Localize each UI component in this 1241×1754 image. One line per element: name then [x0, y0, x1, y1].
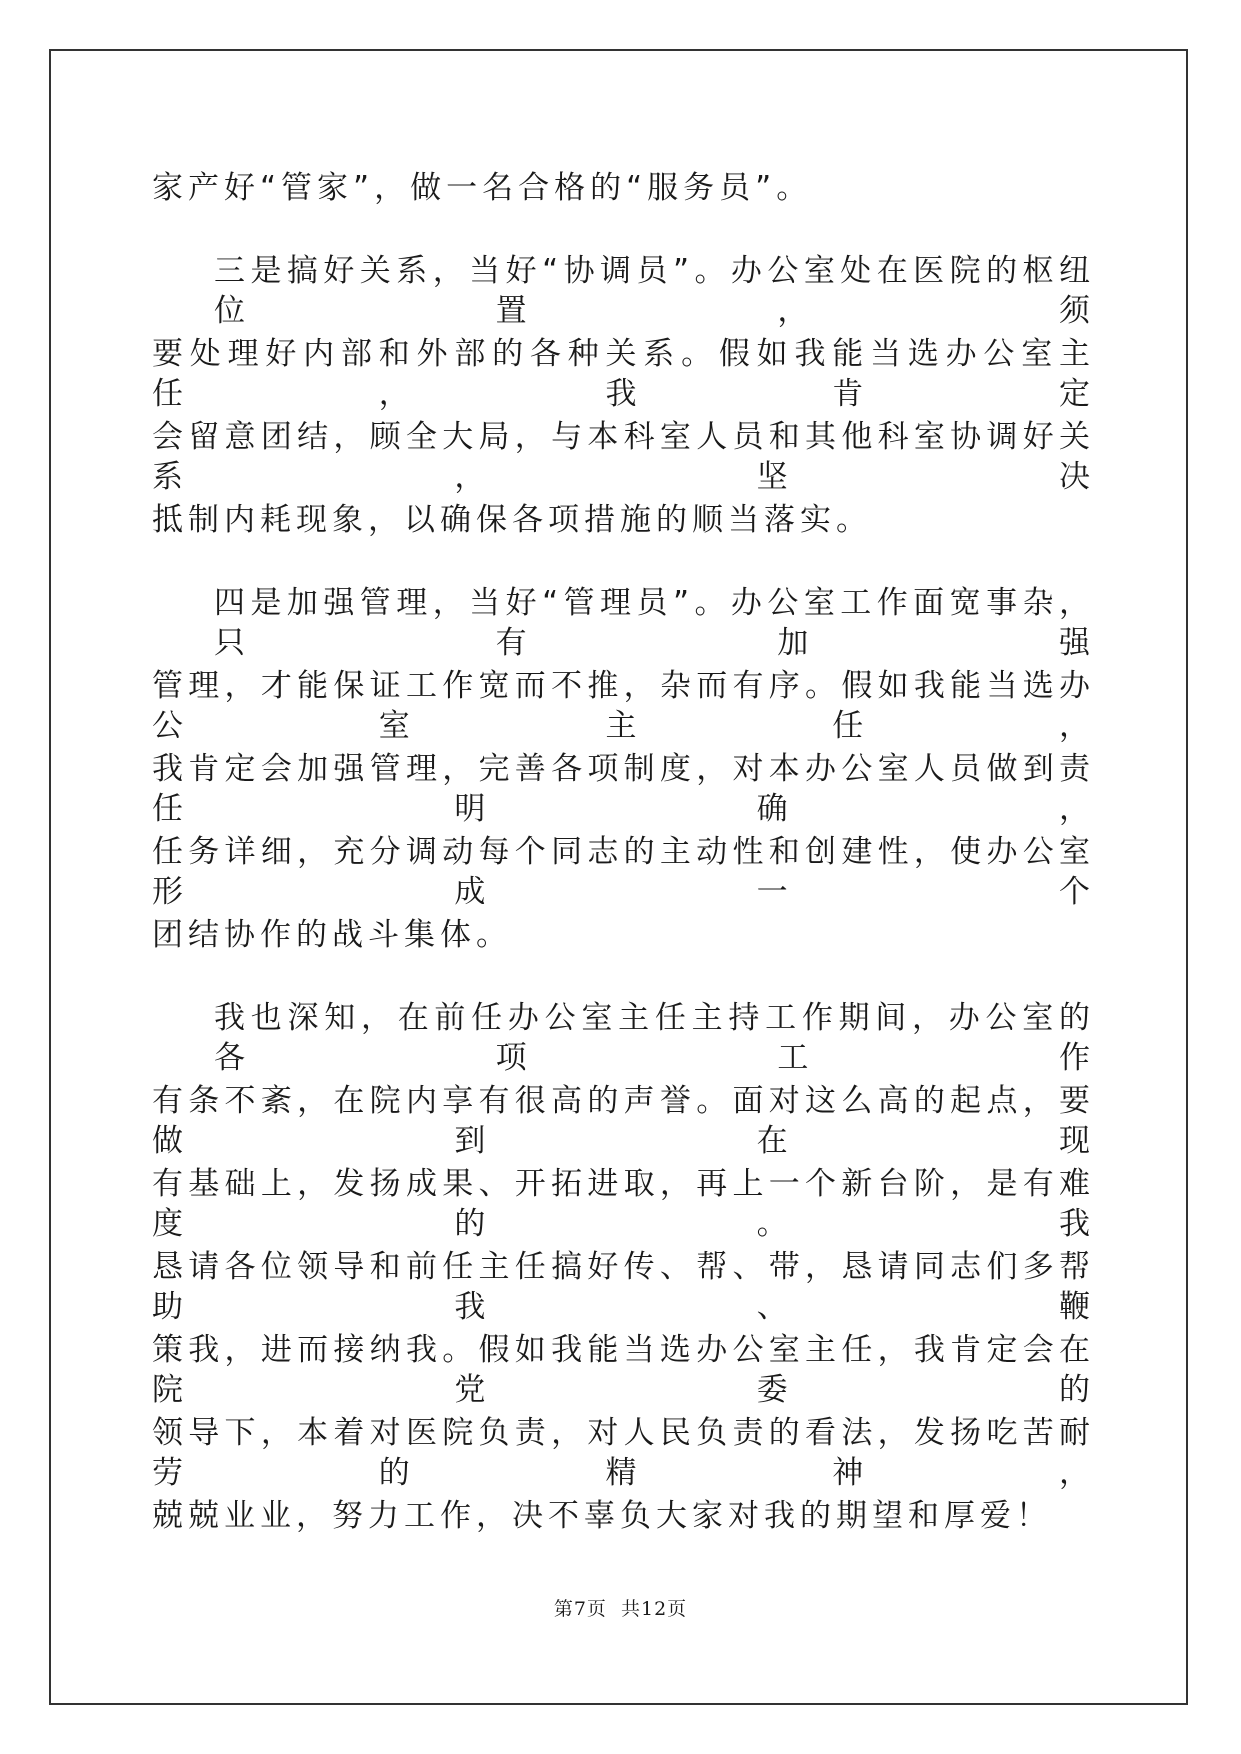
- text-line-content: 团结协作的战斗集体。: [152, 917, 512, 953]
- text-line: [152, 832, 1095, 915]
- text-line-content: 恳请各位领导和前任主任搞好传、帮、带，恳请同志们多帮助我、鞭: [152, 1249, 1095, 1325]
- text-line: [152, 583, 1095, 666]
- footer-separator: [607, 1598, 621, 1620]
- text-line: [152, 1081, 1095, 1164]
- text-line: [152, 500, 1095, 583]
- text-line: [152, 251, 1095, 334]
- text-line-content: 有条不紊，在院内享有很高的声誉。面对这么高的起点，要做到在现: [152, 1083, 1095, 1159]
- text-line: [152, 334, 1095, 417]
- text-line-content: 我肯定会加强管理，完善各项制度，对本办公室人员做到责任明确，: [152, 751, 1095, 827]
- text-line: [152, 168, 1095, 251]
- text-line: [152, 1164, 1095, 1247]
- page-total: 共12页: [621, 1598, 688, 1620]
- text-line: [152, 749, 1095, 832]
- page-number: 第7页: [553, 1598, 607, 1620]
- text-line-content: 四是加强管理，当好“管理员”。办公室工作面宽事杂，只有加强: [214, 585, 1095, 661]
- text-line-content: 家产好“管家”，做一名合格的“服务员”。: [152, 170, 813, 206]
- text-line-content: 抵制内耗现象，以确保各项措施的顺当落实。: [152, 502, 872, 538]
- page-footer: [0, 1594, 1241, 1621]
- text-line-content: 我也深知，在前任办公室主任主持工作期间，办公室的各项工作: [214, 1000, 1095, 1076]
- text-line-content: 领导下，本着对医院负责，对人民负责的看法，发扬吃苦耐劳的精神，: [152, 1415, 1095, 1491]
- text-line-content: 兢兢业业，努力工作，决不辜负大家对我的期望和厚爱！: [152, 1498, 1052, 1534]
- text-line-content: 策我，进而接纳我。假如我能当选办公室主任，我肯定会在院党委的: [152, 1332, 1095, 1408]
- document-body: [152, 168, 1095, 1579]
- text-line-content: 任务详细，充分调动每个同志的主动性和创建性，使办公室形成一个: [152, 834, 1095, 910]
- text-line-content: 三是搞好关系，当好“协调员”。办公室处在医院的枢纽位置，须: [214, 253, 1095, 329]
- text-line-content: 有基础上，发扬成果、开拓进取，再上一个新台阶，是有难度的。我: [152, 1166, 1095, 1242]
- text-line: [152, 1247, 1095, 1330]
- text-line-content: 管理，才能保证工作宽而不推，杂而有序。假如我能当选办公室主任，: [152, 668, 1095, 744]
- text-line: [152, 915, 1095, 998]
- text-line: [152, 1330, 1095, 1413]
- text-line: [152, 666, 1095, 749]
- text-line: [152, 417, 1095, 500]
- text-line: [152, 998, 1095, 1081]
- text-line: [152, 1413, 1095, 1496]
- text-line-content: 会留意团结，顾全大局，与本科室人员和其他科室协调好关系，坚决: [152, 419, 1095, 495]
- text-line: [152, 1496, 1095, 1579]
- text-line-content: 要处理好内部和外部的各种关系。假如我能当选办公室主任，我肯定: [152, 336, 1095, 412]
